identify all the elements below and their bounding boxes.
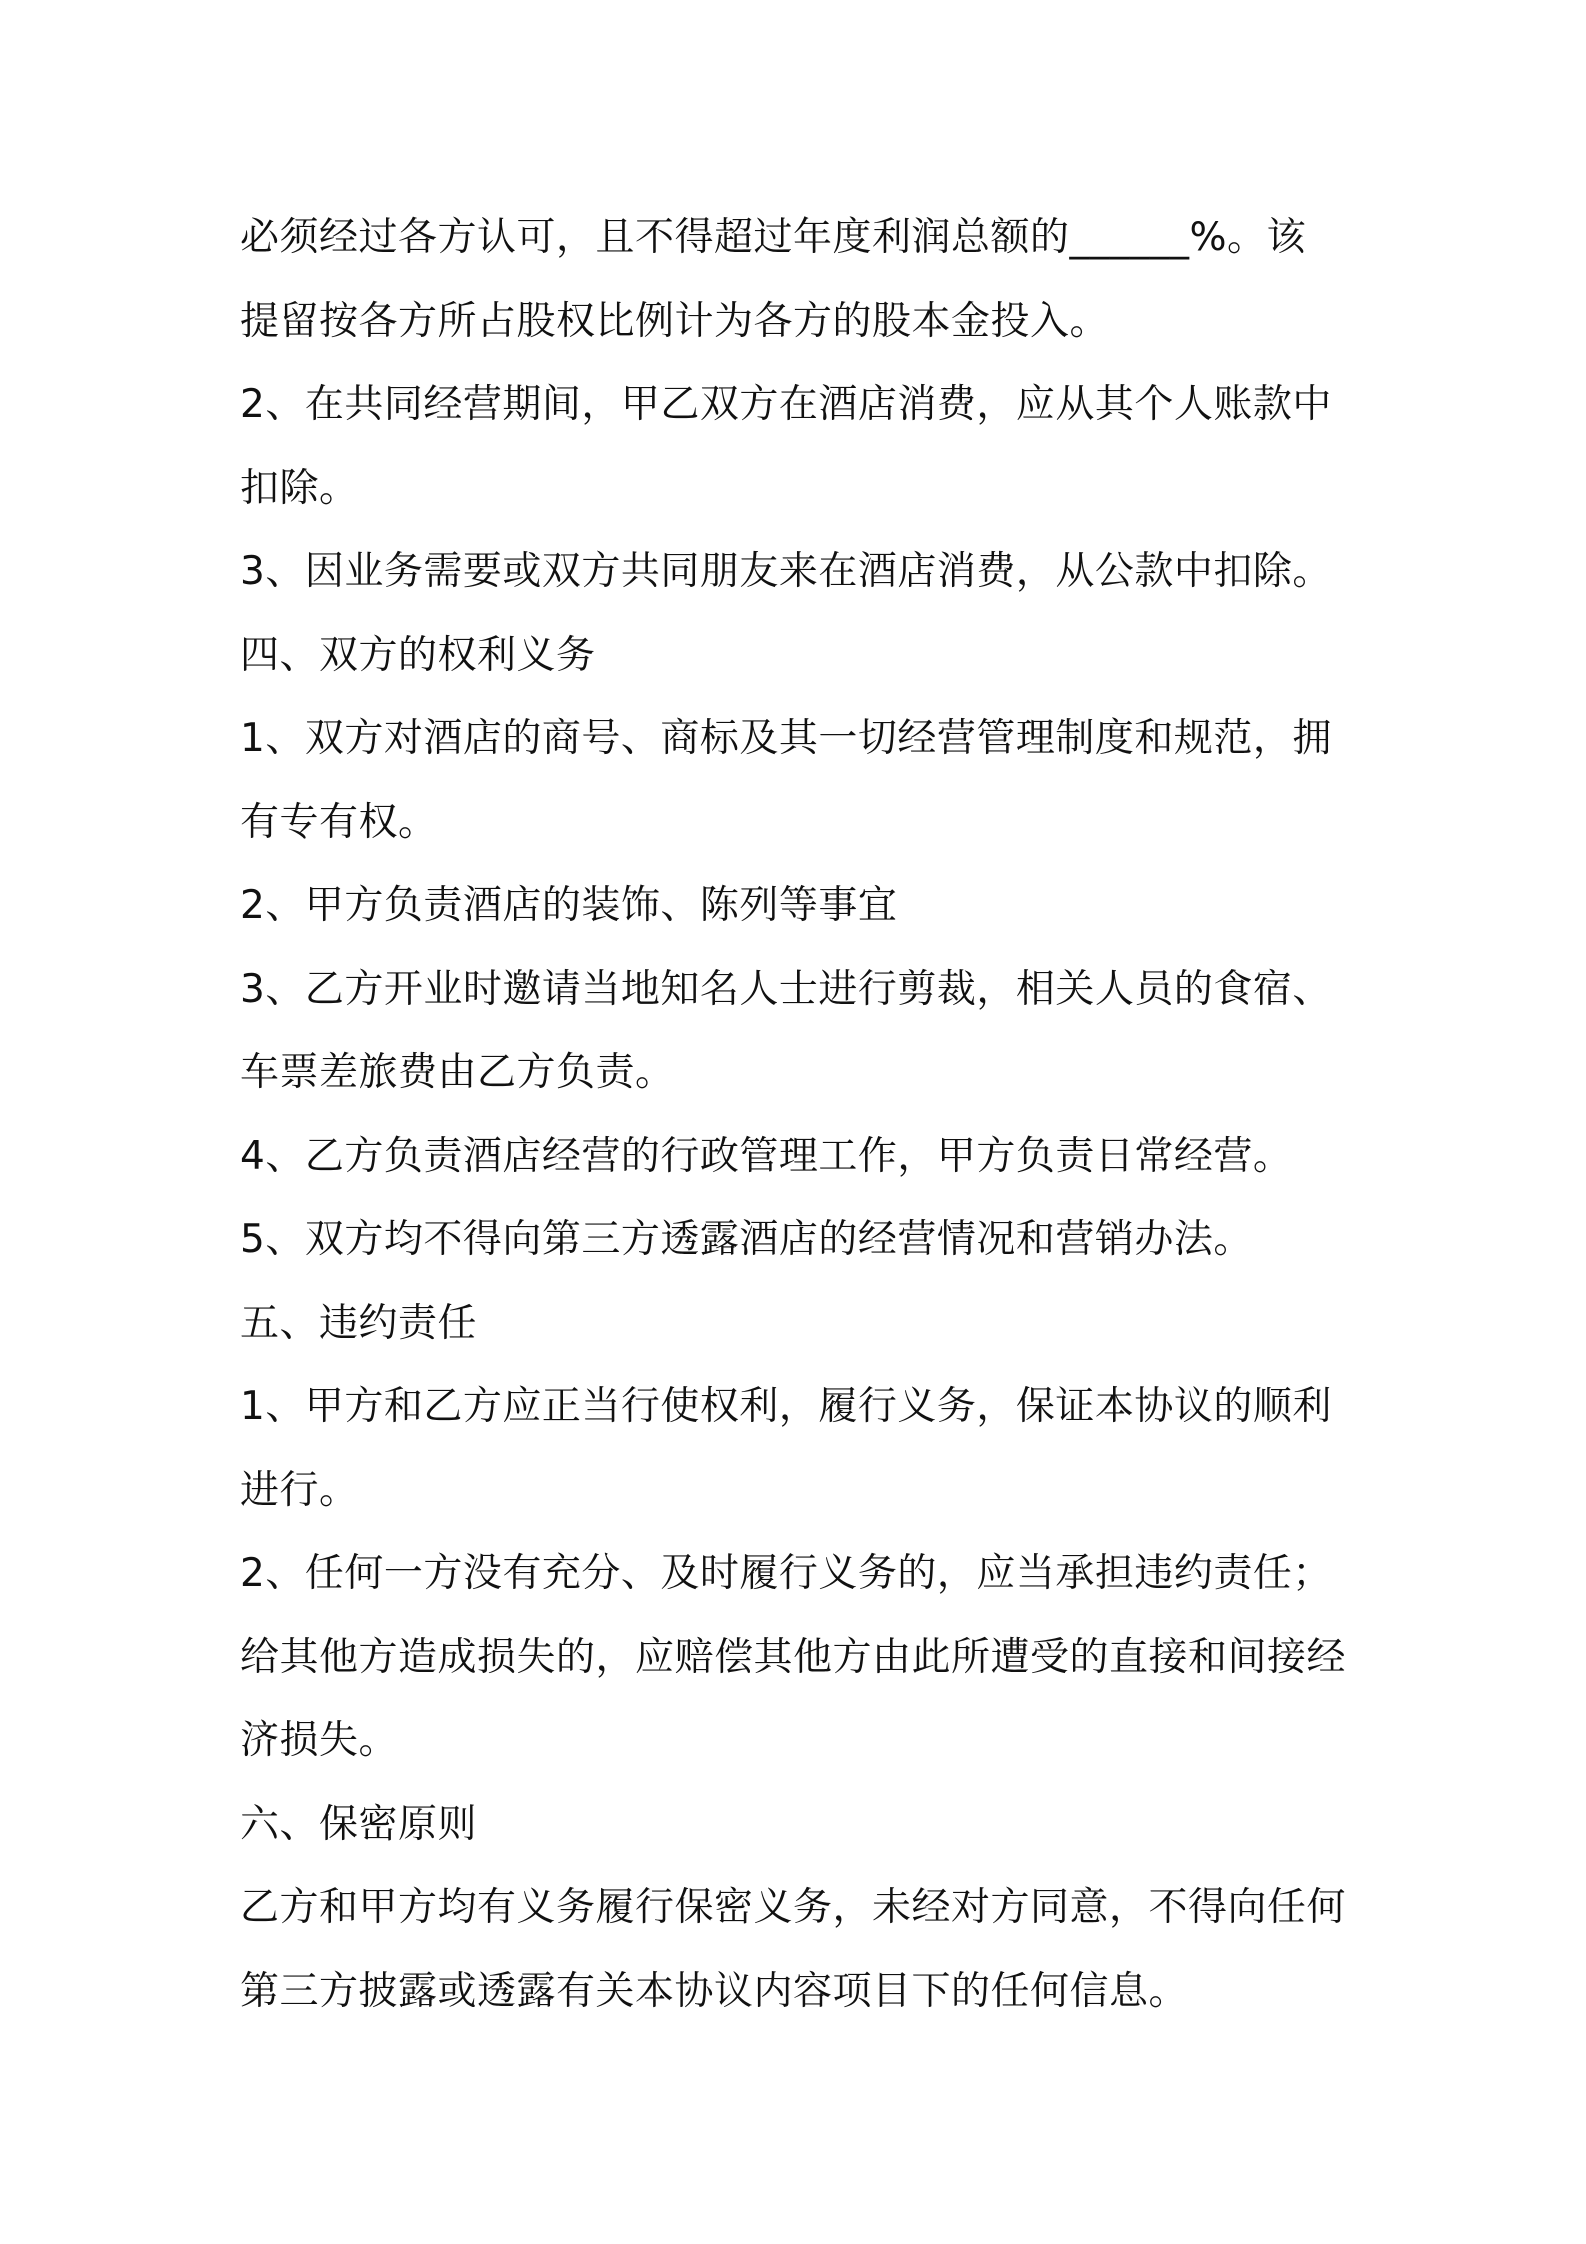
text-line: 扣除。 (240, 465, 359, 511)
section-heading: 四、双方的权利义务 (240, 632, 596, 678)
section-heading: 六、保密原则 (240, 1801, 478, 1847)
text-line: 给其他方造成损失的，应赔偿其他方由此所遭受的直接和间接经 (240, 1634, 1347, 1680)
document-body (240, 196, 1370, 2033)
text-line: 进行。 (240, 1467, 359, 1513)
text-line: 2、在共同经营期间，甲乙双方在酒店消费，应从其个人账款中 (240, 382, 1332, 427)
text-line: 车票差旅费由乙方负责。 (240, 1050, 675, 1095)
text-line: 乙方和甲方均有义务履行保密义务，未经对方同意，不得向任何 (240, 1885, 1347, 1930)
text-line: 5、双方均不得向第三方透露酒店的经营情况和营销办法。 (240, 1217, 1253, 1262)
text-line: 必须经过各方认可，且不得超过年度利润总额的______%。该 (240, 215, 1307, 260)
text-line: 提留按各方所占股权比例计为各方的股本金投入。 (240, 298, 1110, 344)
text-line: 济损失。 (240, 1718, 399, 1763)
text-line: 2、任何一方没有充分、及时履行义务的，应当承担违约责任； (240, 1551, 1332, 1596)
text-line: 有专有权。 (240, 799, 438, 845)
text-line: 2、甲方负责酒店的装饰、陈列等事宜 (240, 883, 898, 928)
text-line: 3、因业务需要或双方共同朋友来在酒店消费，从公款中扣除。 (240, 549, 1332, 594)
text-line: 1、甲方和乙方应正当行使权利，履行义务，保证本协议的顺利 (240, 1384, 1332, 1429)
section-heading: 五、违约责任 (240, 1300, 478, 1346)
text-line: 第三方披露或透露有关本协议内容项目下的任何信息。 (240, 1968, 1189, 2014)
text-line: 1、双方对酒店的商号、商标及其一切经营管理制度和规范，拥 (240, 716, 1332, 761)
text-line: 3、乙方开业时邀请当地知名人士进行剪裁，相关人员的食宿、 (240, 966, 1332, 1012)
text-line: 4、乙方负责酒店经营的行政管理工作，甲方负责日常经营。 (240, 1133, 1293, 1179)
